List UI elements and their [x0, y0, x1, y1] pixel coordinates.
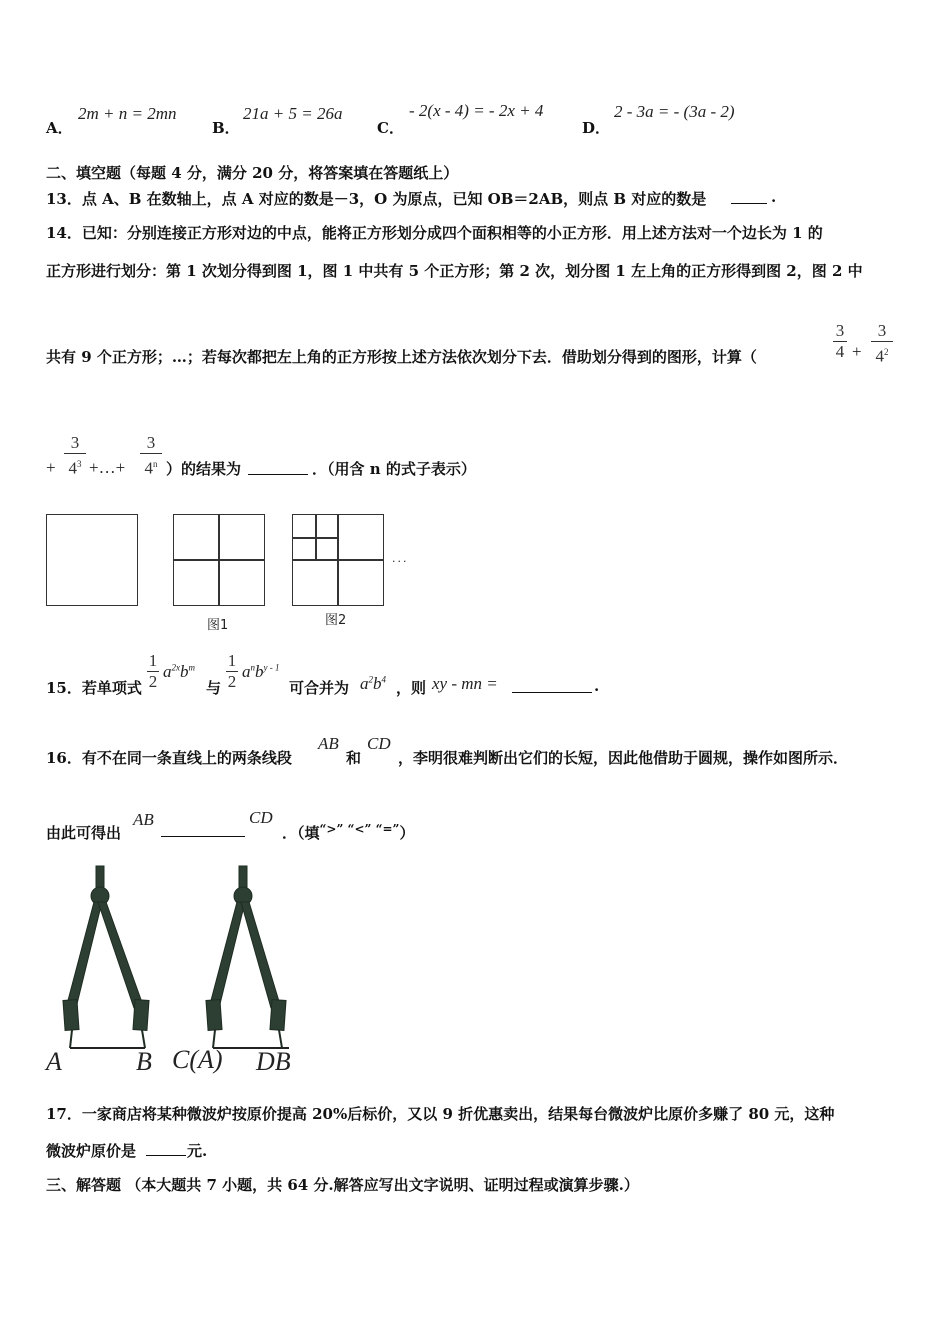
answer-blank-15 [512, 692, 592, 693]
point-label-b: B [136, 1047, 152, 1076]
ellipsis-sum: +…+ [89, 458, 126, 477]
compass-left [63, 866, 149, 1048]
figure-square-0 [46, 514, 138, 606]
option-c-expression: - 2(x - 4) = - 2x + 4 [409, 101, 544, 120]
figure-2-square [292, 514, 384, 606]
answer-blank-13 [731, 203, 767, 204]
section-three-heading: 三、解答题 （本大题共 7 小题，共 64 分.解答应写出文字说明、证明过程或演算步骤.） [46, 1176, 639, 1194]
question-15-expression: xy - mn = [432, 674, 498, 693]
segment-ab: AB [133, 810, 154, 829]
compass-right [206, 866, 286, 1048]
compass-needle [142, 1030, 145, 1048]
fraction-one-half: 1 2 [227, 651, 237, 691]
question-16-fill-hint: ．（填“>” “<” “=”） [282, 822, 415, 842]
section-two-heading: 二、填空题（每题 4 分，满分 20 分，将答案填在答题纸上） [46, 164, 459, 182]
option-a-expression: 2m + n = 2mn [78, 104, 177, 123]
fraction-one-half: 1 2 [148, 651, 158, 691]
compass-pencil [70, 1030, 72, 1048]
point-label-c-a: C(A) [172, 1045, 223, 1074]
fraction-3-over-4-cubed: 3 $4^3$ [64, 434, 86, 478]
monomial-2: $a^nb^{y - 1}$ [242, 662, 280, 681]
compass-needle [279, 1030, 282, 1048]
answer-blank-14 [248, 474, 308, 475]
segment-ab: AB [318, 734, 339, 753]
figure-ellipsis: ... [392, 552, 409, 565]
option-c-label: C． [377, 119, 404, 137]
answer-blank-16 [161, 836, 245, 837]
compass-leg-right [98, 902, 144, 1008]
point-label-db: DB [256, 1047, 291, 1076]
fraction-3-over-4-squared: 3 $4^2$ [871, 322, 893, 366]
compass-leg-right [241, 902, 281, 1008]
question-17-unit: 元. [187, 1142, 208, 1160]
question-17-line-1: 17．一家商店将某种微波炉按原价提高 20%后标价，又以 9 折优惠卖出，结果每台微波炉比原价多赚了 80 元，这种 [46, 1105, 835, 1123]
compass-handle [239, 866, 247, 888]
compass-handle [96, 866, 104, 888]
question-16-conclusion: 由此可得出 [46, 824, 122, 842]
figure-1-caption: 图1 [207, 618, 229, 633]
divider [293, 537, 337, 539]
question-15-merge-text: 可合并为 [289, 679, 350, 697]
compass-clamp [133, 1000, 149, 1031]
question-14-hint: ．（用含 n 的式子表示） [312, 460, 476, 478]
option-a-label: A． [46, 119, 73, 137]
compass-clamp [63, 1000, 79, 1031]
merged-monomial: $a^2b^4$ [360, 674, 386, 693]
option-b-expression: 21a + 5 = 26a [243, 104, 343, 123]
plus-sign: + [46, 458, 56, 477]
question-14-line-3: 共有 9 个正方形；…；若每次都把左上角的正方形按上述方法依次划分下去．借助划分得到的图形，计算（ [46, 348, 757, 366]
compass-illustration [44, 862, 309, 1077]
option-b-label: B． [212, 119, 240, 137]
option-d-label: D． [582, 119, 611, 137]
figure-2-caption: 图2 [325, 613, 347, 628]
answer-blank-17 [146, 1155, 186, 1156]
option-d-expression: 2 - 3a = - (3a - 2) [614, 102, 735, 121]
question-14-line-1: 14．已知：分别连接正方形对边的中点，能将正方形划分成四个面积相等的小正方形．用上述方法对一个边长为 1 的 [46, 224, 823, 242]
question-15-period: . [594, 677, 600, 695]
question-14-result-text: ）的结果为 [166, 460, 242, 478]
question-16-and: 和 [346, 749, 362, 767]
question-15-then: ，则 [396, 679, 427, 697]
question-13-text: 13．点 A、B 在数轴上，点 A 对应的数是－3，O 为原点，已知 OB＝2AB，则点 B 对应的数是 [46, 190, 707, 208]
plus-sign: + [852, 342, 862, 361]
question-16-rest: ，李明很难判断出它们的长短，因此他借助于圆规，操作如图所示． [398, 749, 849, 767]
compass-leg-left [66, 902, 102, 1008]
question-15-connector: 与 [206, 679, 222, 697]
compass-clamp [270, 1000, 286, 1031]
fraction-3-over-4: 3 4 [833, 322, 847, 361]
divider [293, 559, 383, 561]
point-label-a: A [46, 1047, 62, 1076]
question-14-line-2: 正方形进行划分：第 1 次划分得到图 1，图 1 中共有 5 个正方形；第 2 次，划分图 1 左上角的正方形得到图 2，图 2 中 [46, 262, 863, 280]
segment-cd: CD [249, 808, 273, 827]
fraction-3-over-4-n: 3 4$^n$ [140, 434, 162, 478]
compass-clamp [206, 1000, 222, 1031]
figure-1-square [173, 514, 265, 606]
monomial-1: $a^{2x}b^m$ [163, 662, 195, 681]
question-16-prefix: 16．有不在同一条直线上的两条线段 [46, 749, 292, 767]
question-15-prefix: 15．若单项式 [46, 679, 142, 697]
compass-leg-left [209, 902, 245, 1008]
segment-cd: CD [367, 734, 391, 753]
question-13-period: . [771, 188, 777, 206]
question-17-line-2: 微波炉原价是 [46, 1142, 137, 1160]
divider [174, 559, 264, 561]
